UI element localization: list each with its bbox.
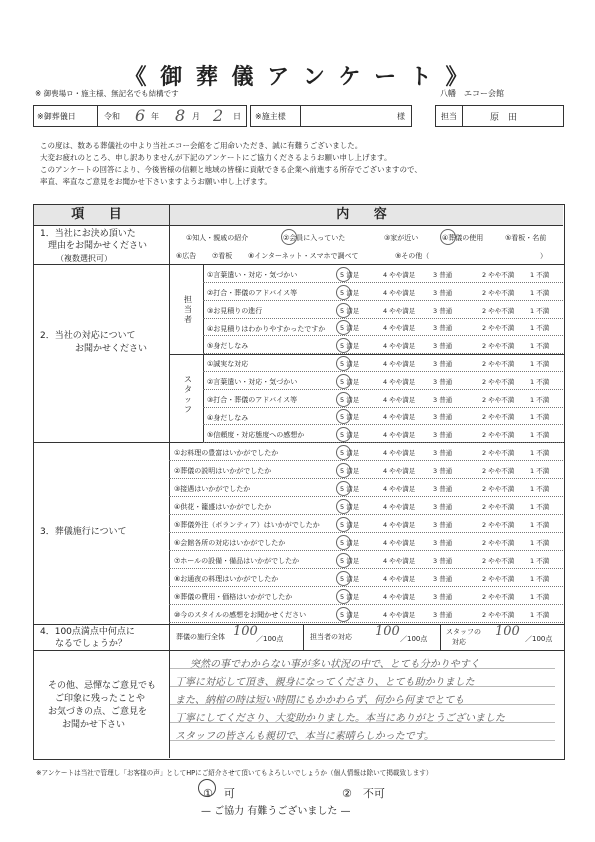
rating-option[interactable]: 2 やや不満 xyxy=(482,449,515,457)
rating-option[interactable]: 4 やや満足 xyxy=(383,342,416,351)
rating-option[interactable]: 2 やや不満 xyxy=(482,377,515,386)
q1-label-2: 理由をお聞かせください xyxy=(48,241,148,251)
q5-label-1: その他、忌憚なご意見でも xyxy=(48,681,157,691)
rating-option[interactable]: 2 やや不満 xyxy=(482,485,515,493)
rating-selected-mark xyxy=(336,463,351,478)
q4-item2-value[interactable]: 100 xyxy=(375,624,400,639)
rating-selected-mark xyxy=(336,589,351,604)
q2-label-1: 2．当社の対応について xyxy=(40,331,136,341)
q2-item: ⑤身だしなみ xyxy=(207,342,249,350)
page-title: 《 御 葬 儀 ア ン ケ ー ト 》 xyxy=(124,65,471,90)
q5-handwriting-line[interactable]: 丁寧に対応して頂き、親身になってくださり、とても助かりました xyxy=(175,677,475,688)
rating-selected-mark xyxy=(336,392,351,407)
rating-option[interactable]: 3 普通 xyxy=(433,503,453,511)
q3-item: ①お料理の豊富はいかがでしたか xyxy=(174,449,279,457)
q4-item3-suffix: ／100点 xyxy=(525,635,553,643)
rating-option[interactable]: 1 不満 xyxy=(530,413,550,422)
q1-option-8[interactable]: ⑧インターネット・スマホで調べて xyxy=(248,252,359,260)
q2-item: ⑤信頼度・対応態度への感想か xyxy=(207,431,305,439)
rating-selected-mark xyxy=(336,445,351,460)
rating-option[interactable]: 2 やや不満 xyxy=(482,360,515,368)
q1-option-6[interactable]: ⑥広告 xyxy=(176,252,197,260)
footer-option-no[interactable]: ② 不可 xyxy=(342,787,385,800)
q3-item: ④供花・籠盛はいかがでしたか xyxy=(174,503,272,511)
day-label: 日 xyxy=(233,112,241,121)
q4-label-1: 4．100点満点中何点に xyxy=(40,627,135,637)
rating-option[interactable]: 3 普通 xyxy=(433,431,453,440)
intro-line-2: 大変お疲れのところ、申し訳ありませんが下記のアンケートにご協力くださるようお願い申し上げます。 xyxy=(40,153,392,162)
rating-option[interactable]: 2 やや不満 xyxy=(482,288,515,297)
q1-option-4[interactable]: ④葬儀の使用 xyxy=(442,234,484,242)
q4-item1-label: 葬儀の施行全体 xyxy=(176,633,225,641)
q4-item3-label-1: スタッフの xyxy=(446,628,481,636)
rating-option[interactable]: 1 不満 xyxy=(530,539,550,547)
q3-item: ③接遇はいかがでしたか xyxy=(174,485,251,493)
rating-option[interactable]: 3 普通 xyxy=(433,575,453,583)
intro-line-3: このアンケートの回答により、今後皆様の信頼と地域の皆様に貢献できる企業へ前進する所存でございますので、 xyxy=(40,165,422,174)
rating-option[interactable]: 4 やや満足 xyxy=(383,288,416,297)
year-label: 年 xyxy=(151,112,159,121)
rating-option[interactable]: 5 満足 xyxy=(340,539,360,547)
rating-option[interactable]: 4 やや満足 xyxy=(383,395,416,404)
rating-option[interactable]: 2 やや不満 xyxy=(482,271,515,279)
rating-option[interactable]: 3 普通 xyxy=(433,485,453,493)
rating-selected-mark xyxy=(336,285,351,300)
month-label: 月 xyxy=(192,112,200,121)
rating-option[interactable]: 2 やや不満 xyxy=(482,575,515,583)
rating-option[interactable]: 5 満足 xyxy=(340,360,360,368)
rating-option[interactable]: 5 満足 xyxy=(340,611,360,619)
rating-option[interactable]: 2 やや不満 xyxy=(482,395,515,404)
date-month-value[interactable]: 8 xyxy=(175,106,186,125)
rating-selected-mark xyxy=(336,607,351,622)
staff-label: 担当 xyxy=(441,112,457,121)
q5-label-4: お聞かせ下さい xyxy=(62,720,126,730)
date-day-value[interactable]: 2 xyxy=(213,106,224,125)
rating-option[interactable]: 4 やや満足 xyxy=(383,324,416,333)
rating-option[interactable]: 4 やや満足 xyxy=(383,611,416,619)
date-label: ※御葬儀日 xyxy=(37,112,76,121)
rating-option[interactable]: 1 不満 xyxy=(530,611,550,619)
q2-item: ③お見積りの進行 xyxy=(207,307,263,315)
q4-item3-label-2: 対応 xyxy=(452,638,466,646)
rating-option[interactable]: 1 不満 xyxy=(530,271,550,279)
rating-option[interactable]: 3 普通 xyxy=(433,324,453,333)
q1-option-9[interactable]: ⑨その他（ xyxy=(395,252,430,260)
rating-option[interactable]: 2 やや不満 xyxy=(482,431,515,440)
rating-option[interactable]: 5 満足 xyxy=(340,575,360,583)
q1-option-9-close: ） xyxy=(540,252,547,260)
rating-option[interactable]: 1 不満 xyxy=(530,575,550,583)
rating-selected-mark xyxy=(336,517,351,532)
q3-item: ②葬儀の説明はいかがでしたか xyxy=(174,467,272,475)
rating-option[interactable]: 5 満足 xyxy=(340,431,360,440)
q4-item3-value[interactable]: 100 xyxy=(495,624,520,639)
rating-selected-mark xyxy=(336,267,351,282)
rating-option[interactable]: 2 やや不満 xyxy=(482,521,515,529)
rating-option[interactable]: 2 やや不満 xyxy=(482,413,515,422)
rating-option[interactable]: 4 やや満足 xyxy=(383,593,416,601)
hall-name: 八幡 エコー会館 xyxy=(440,89,504,98)
rating-option[interactable]: 2 やや不満 xyxy=(482,342,515,351)
q1-option-7[interactable]: ⑦看板 xyxy=(212,252,233,260)
footer-note: ※アンケートは当社で管理し「お客様の声」としてHPにご紹介させて頂いてもよろしいでしょうか（個人情報は除いて掲載致します） xyxy=(36,769,433,777)
rating-option[interactable]: 5 満足 xyxy=(340,271,360,279)
q2-item: ④身だしなみ xyxy=(207,414,249,422)
rating-option[interactable]: 2 やや不満 xyxy=(482,593,515,601)
rating-selected-mark xyxy=(336,499,351,514)
rating-option[interactable]: 1 不満 xyxy=(530,467,550,475)
q2-item: ③打合・葬儀のアドバイス等 xyxy=(207,396,298,404)
rating-option[interactable]: 4 やや満足 xyxy=(383,467,416,475)
rating-option[interactable]: 5 満足 xyxy=(340,503,360,511)
rating-option[interactable]: 4 やや満足 xyxy=(383,306,416,315)
q4-item2-suffix: ／100点 xyxy=(400,635,428,643)
rating-option[interactable]: 2 やや不満 xyxy=(482,306,515,315)
rating-option[interactable]: 3 普通 xyxy=(433,377,453,386)
q2-item: ④お見積りはわかりやすかったですか xyxy=(207,325,326,333)
rating-option[interactable]: 1 不満 xyxy=(530,449,550,457)
q5-handwriting-line[interactable]: また、納棺の時は短い時間にもかかわらず、何から何までとても xyxy=(175,695,465,706)
date-year-value[interactable]: 6 xyxy=(135,106,146,125)
rating-option[interactable]: 3 普通 xyxy=(433,521,453,529)
rating-selected-mark xyxy=(336,535,351,550)
rating-option[interactable]: 3 普通 xyxy=(433,413,453,422)
rating-option[interactable]: 2 やや不満 xyxy=(482,539,515,547)
rating-option[interactable]: 3 普通 xyxy=(433,360,453,368)
rating-option[interactable]: 5 満足 xyxy=(340,306,360,315)
rating-option[interactable]: 4 やや満足 xyxy=(383,485,416,493)
rating-option[interactable]: 3 普通 xyxy=(433,395,453,404)
rating-option[interactable]: 1 不満 xyxy=(530,377,550,386)
q3-item: ⑧お通夜の料理はいかがでしたか xyxy=(174,575,279,583)
rating-option[interactable]: 2 やや不満 xyxy=(482,557,515,565)
rating-option[interactable]: 4 やや満足 xyxy=(383,271,416,279)
rating-selected-mark xyxy=(336,481,351,496)
rating-selected-mark xyxy=(336,374,351,389)
q1-selected-mark xyxy=(281,229,297,245)
q3-item: ⑨葬儀の費用・価格はいかがでしたか xyxy=(174,593,293,601)
intro-line-4: 率直、率直なご意見をお聞かせ下さいますようお願い申し上げます。 xyxy=(40,177,272,186)
q5-handwriting-line[interactable]: スタッフの皆さんも親切で、本当に素晴らしかったです。 xyxy=(175,731,434,742)
staff-value: 原 田 xyxy=(490,113,518,123)
q2-label-2: お聞かせください xyxy=(75,344,148,354)
rating-option[interactable]: 1 不満 xyxy=(530,360,550,368)
q1-label-3: （複数選択可） xyxy=(56,254,112,263)
q5-handwriting-line[interactable]: 丁寧にしてくださり、大変助かりました。本当にありがとうございました xyxy=(175,713,505,724)
top-note: ※ 御喪場ロ・施主様、無記名でも結構です xyxy=(35,89,179,98)
rating-option[interactable]: 5 満足 xyxy=(340,342,360,351)
q3-label: 3．葬儀施行について xyxy=(40,527,127,537)
rating-selected-mark xyxy=(336,356,351,371)
rating-option[interactable]: 4 やや満足 xyxy=(383,449,416,457)
rating-option[interactable]: 4 やや満足 xyxy=(383,377,416,386)
date-era: 令和 xyxy=(104,112,120,121)
q2-item: ②言葉遣い・対応・気づかい xyxy=(207,378,298,386)
q2-group-2: スタッフ xyxy=(184,375,192,414)
rating-selected-mark xyxy=(336,303,351,318)
rating-option[interactable]: 1 不満 xyxy=(530,306,550,315)
q4-item1-value[interactable]: 100 xyxy=(233,624,258,639)
rating-option[interactable]: 1 不満 xyxy=(530,324,550,333)
q2-item: ①誠実な対応 xyxy=(207,360,249,368)
header-content: 内 容 xyxy=(170,205,563,226)
rating-option[interactable]: 3 普通 xyxy=(433,593,453,601)
q1-option-3[interactable]: ③家が近い xyxy=(384,234,419,242)
rating-option[interactable]: 3 普通 xyxy=(433,288,453,297)
rating-selected-mark xyxy=(336,553,351,568)
rating-selected-mark xyxy=(336,571,351,586)
rating-option[interactable]: 5 満足 xyxy=(340,593,360,601)
rating-option[interactable]: 5 満足 xyxy=(340,324,360,333)
q1-option-2[interactable]: ②会員に入っていた xyxy=(283,234,346,242)
rating-option[interactable]: 2 やや不満 xyxy=(482,503,515,511)
rating-option[interactable]: 5 満足 xyxy=(340,467,360,475)
q2-item: ①言葉遣い・対応・気づかい xyxy=(207,271,298,279)
rating-option[interactable]: 5 満足 xyxy=(340,557,360,565)
footer-option-yes[interactable]: ① 可 xyxy=(203,787,235,800)
rating-option[interactable]: 2 やや不満 xyxy=(482,611,515,619)
rating-option[interactable]: 5 満足 xyxy=(340,288,360,297)
rating-option[interactable]: 4 やや満足 xyxy=(383,431,416,440)
rating-option[interactable]: 3 普通 xyxy=(433,539,453,547)
rating-option[interactable]: 5 満足 xyxy=(340,395,360,404)
header-item: 項 目 xyxy=(34,205,169,226)
rating-option[interactable]: 3 普通 xyxy=(433,342,453,351)
q2-group-1: 担当者 xyxy=(184,295,192,324)
rating-option[interactable]: 4 やや満足 xyxy=(383,360,416,368)
footer-selected-mark xyxy=(198,779,216,797)
rating-option[interactable]: 3 普通 xyxy=(433,306,453,315)
q1-selected-mark xyxy=(440,229,456,245)
q3-item: ⑤葬儀外注（ボランティア）はいかがでしたか xyxy=(174,521,320,529)
q1-label-1: 1．当社にお決め頂いた xyxy=(40,229,136,239)
q5-label-2: ご印象に残ったことや xyxy=(55,694,146,704)
footer-thanks: — ご協力 有難うございました — xyxy=(201,806,351,817)
q1-option-5[interactable]: ⑤看板・名前 xyxy=(505,234,547,242)
rating-option[interactable]: 3 普通 xyxy=(433,557,453,565)
rating-option[interactable]: 1 不満 xyxy=(530,521,550,529)
rating-option[interactable]: 2 やや不満 xyxy=(482,324,515,333)
q2-item: ②打合・葬儀のアドバイス等 xyxy=(207,289,298,297)
rating-option[interactable]: 4 やや満足 xyxy=(383,413,416,422)
rating-option[interactable]: 3 普通 xyxy=(433,449,453,457)
rating-option[interactable]: 3 普通 xyxy=(433,611,453,619)
rating-option[interactable]: 4 やや満足 xyxy=(383,575,416,583)
rating-option[interactable]: 5 満足 xyxy=(340,413,360,422)
rating-option[interactable]: 3 普通 xyxy=(433,271,453,279)
rating-option[interactable]: 3 普通 xyxy=(433,467,453,475)
client-label: ※施主様 xyxy=(255,112,286,121)
intro-line-1: この度は、数ある葬儀社の中より当社エコー会館をご用命いただき、誠に有難うございました。 xyxy=(40,141,363,150)
q5-handwriting-line[interactable]: 突然の事でわからない事が多い状況の中で、とても分かりやすく xyxy=(190,659,480,670)
rating-option[interactable]: 4 やや満足 xyxy=(383,521,416,529)
q3-item: ⑦ホールの設備・備品はいかがでしたか xyxy=(174,557,300,565)
rating-option[interactable]: 1 不満 xyxy=(530,557,550,565)
rating-option[interactable]: 4 やや満足 xyxy=(383,503,416,511)
rating-option[interactable]: 4 やや満足 xyxy=(383,539,416,547)
rating-option[interactable]: 1 不満 xyxy=(530,593,550,601)
q5-label-3: お気づきの点、ご意見を xyxy=(48,707,148,717)
rating-option[interactable]: 5 満足 xyxy=(340,377,360,386)
rating-option[interactable]: 1 不満 xyxy=(530,431,550,440)
client-suffix: 様 xyxy=(397,112,405,121)
rating-option[interactable]: 1 不満 xyxy=(530,485,550,493)
q1-option-1[interactable]: ①知人・親戚の紹介 xyxy=(186,234,249,242)
rating-option[interactable]: 1 不満 xyxy=(530,503,550,511)
q4-item2-label: 担当者の対応 xyxy=(310,633,352,641)
rating-option[interactable]: 1 不満 xyxy=(530,342,550,351)
rating-option[interactable]: 5 満足 xyxy=(340,521,360,529)
q4-item1-suffix: ／100点 xyxy=(256,635,284,643)
rating-option[interactable]: 2 やや不満 xyxy=(482,467,515,475)
q3-item: ⑩今のスタイルの感想をお聞かせください xyxy=(174,611,307,619)
rating-option[interactable]: 5 満足 xyxy=(340,449,360,457)
q4-label-2: なるでしょうか？ xyxy=(55,639,127,649)
rating-option[interactable]: 4 やや満足 xyxy=(383,557,416,565)
rating-option[interactable]: 5 満足 xyxy=(340,485,360,493)
rating-option[interactable]: 1 不満 xyxy=(530,395,550,404)
rating-option[interactable]: 1 不満 xyxy=(530,288,550,297)
q3-item: ⑥会館各所の対応はいかがでしたか xyxy=(174,539,286,547)
